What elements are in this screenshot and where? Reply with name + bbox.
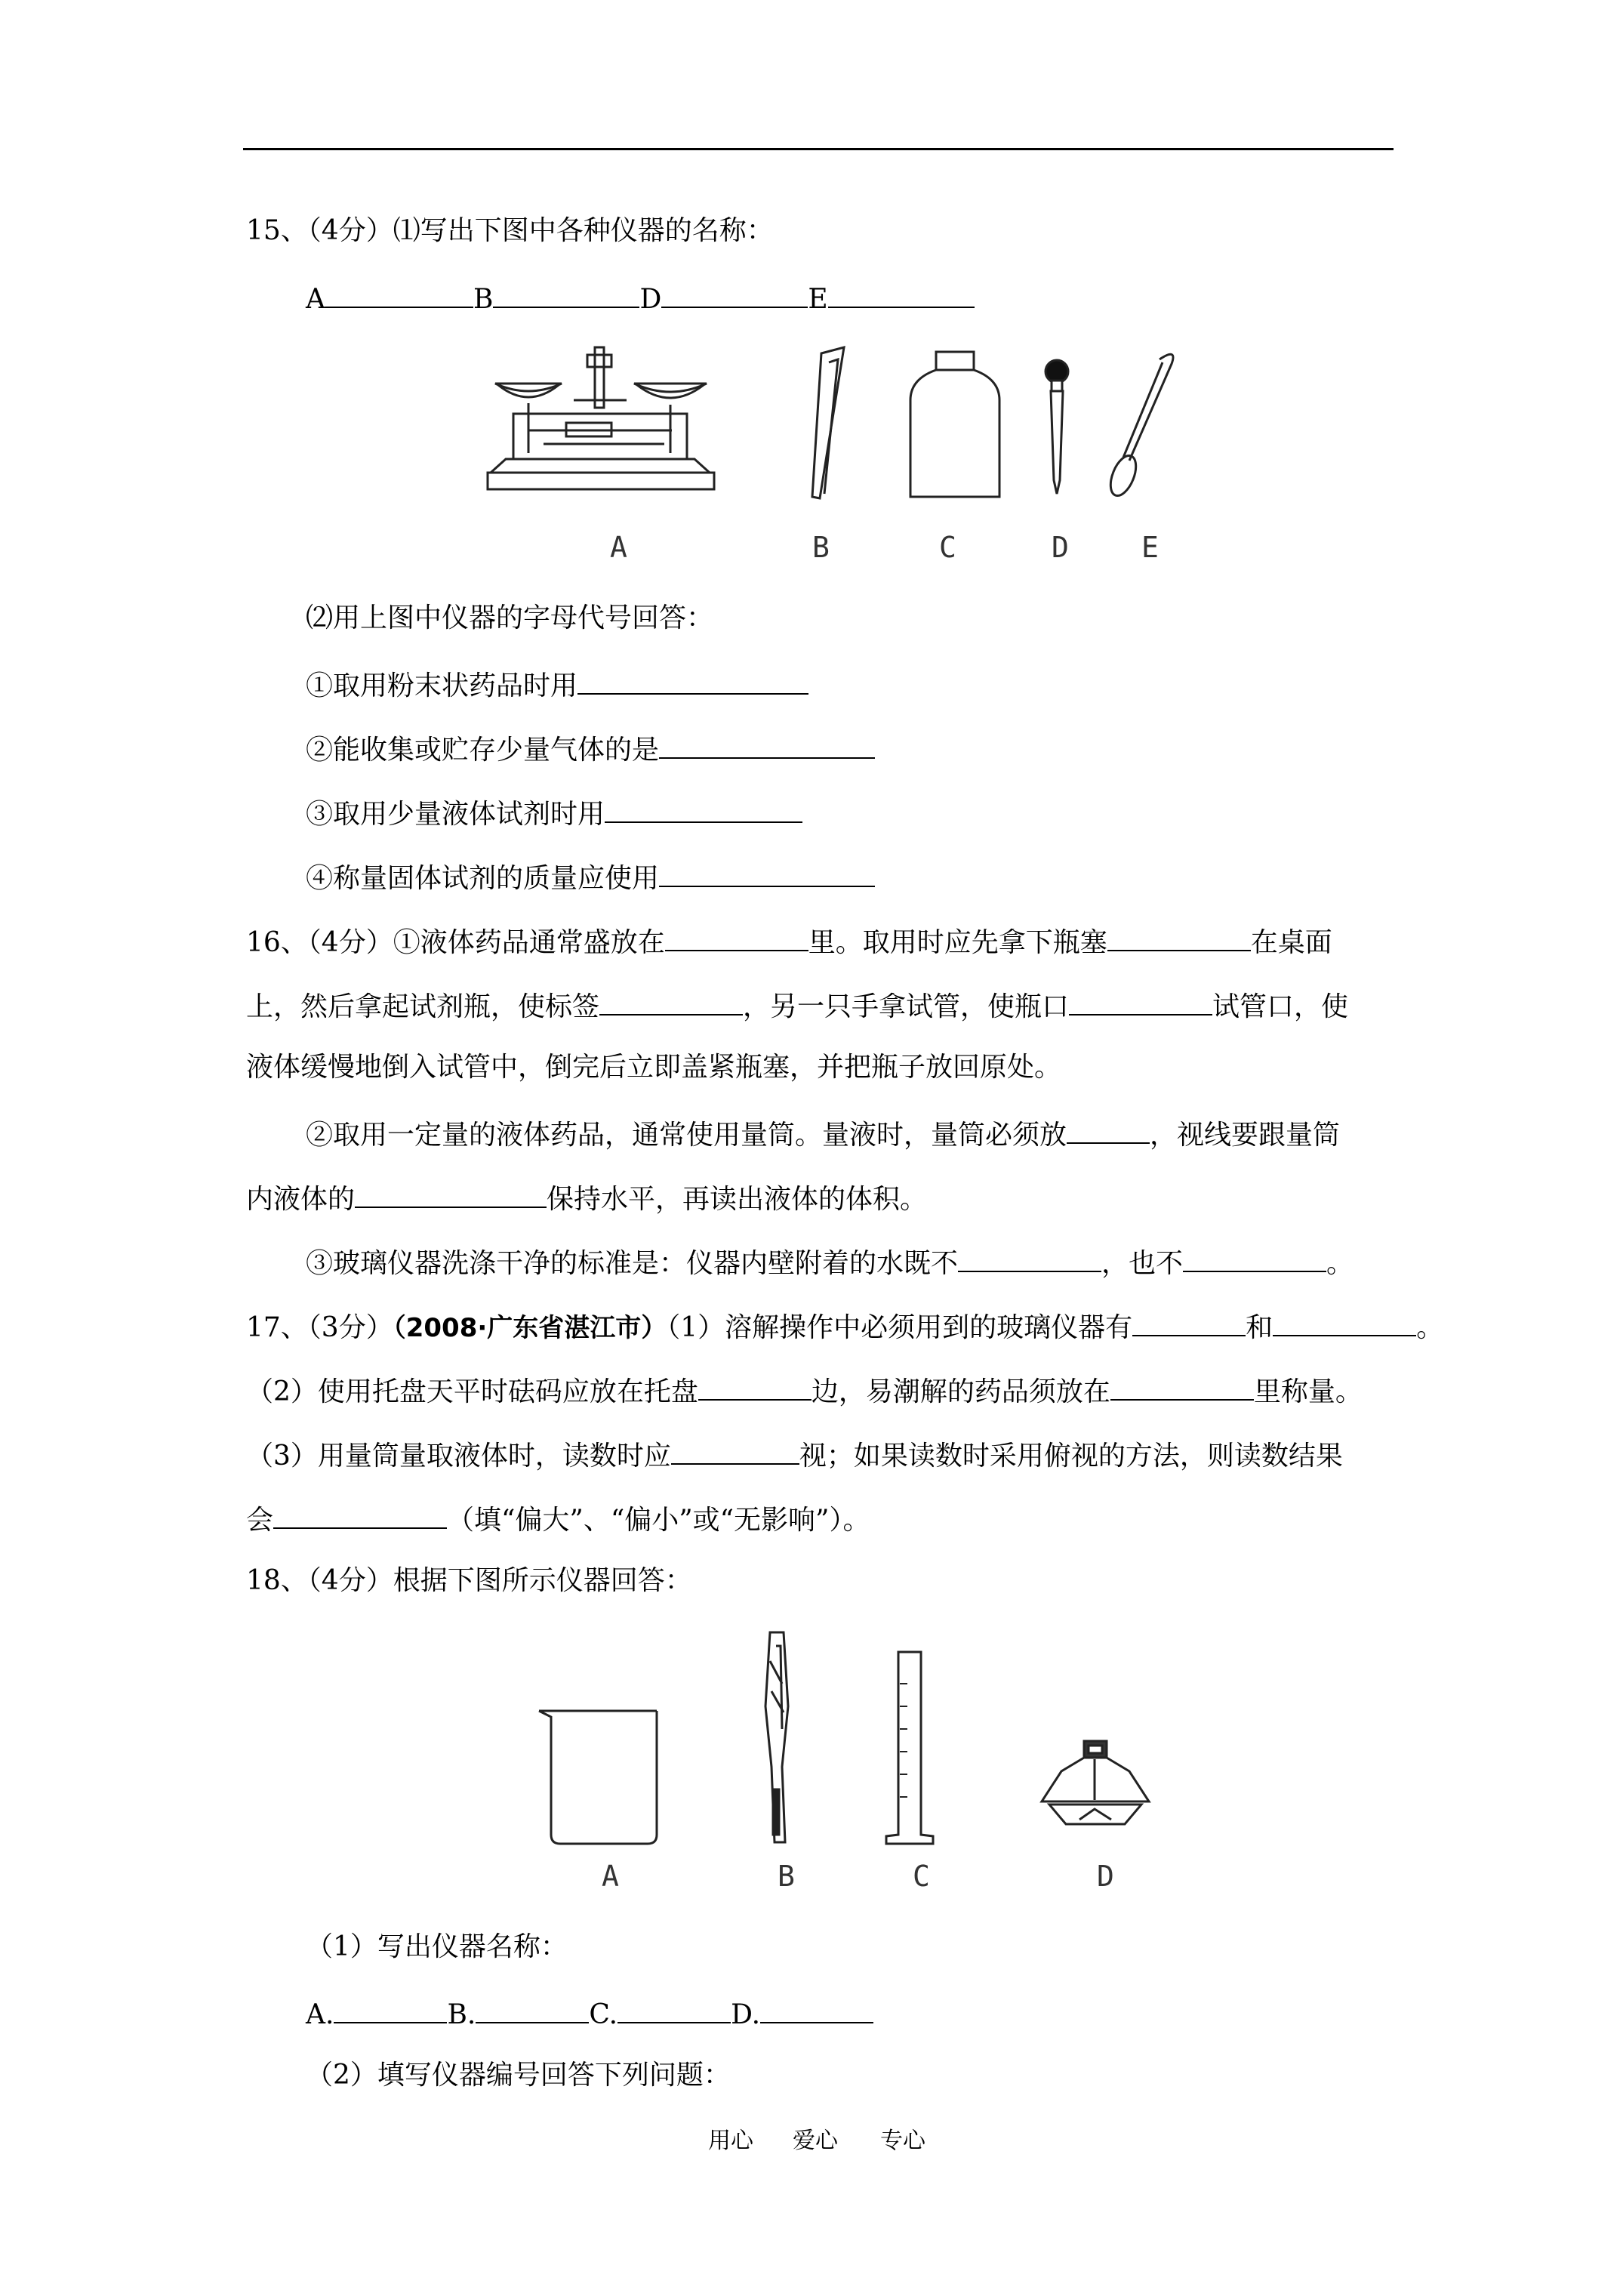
q16-text: ，另一只手拿试管，使瓶口	[743, 991, 1070, 1022]
q17-line-3	[246, 1436, 1343, 1473]
answer-blank[interactable]	[1132, 1308, 1246, 1336]
q15-name-blanks	[306, 279, 975, 316]
answer-blank-c[interactable]	[617, 1995, 731, 2023]
q17-text: 和	[1246, 1312, 1273, 1343]
figure2-label-d: D	[1097, 1860, 1114, 1893]
q17-text: 视；如果读数时采用俯视的方法，则读数结果	[799, 1441, 1343, 1472]
tweezers-figure	[812, 347, 844, 498]
reagent-bottle-figure	[910, 352, 999, 497]
answer-blank[interactable]	[958, 1244, 1101, 1272]
q15-item-4	[306, 858, 875, 895]
q16-text: 上，然后拿起试剂瓶，使标签	[246, 991, 600, 1022]
q17-line-1	[246, 1308, 1443, 1345]
blank-label-b: B	[473, 284, 494, 315]
answer-blank[interactable]	[1069, 987, 1212, 1015]
answer-blank-b[interactable]	[476, 1995, 589, 2023]
q16-line-1	[246, 923, 1332, 960]
answer-blank-a[interactable]	[325, 279, 473, 308]
header-rule	[243, 148, 1394, 150]
answer-blank-a[interactable]	[334, 1995, 447, 2023]
answer-blank[interactable]	[1183, 1244, 1326, 1272]
blank-label-a: A	[306, 284, 325, 315]
q17-source: （2008·广东省湛江市）	[393, 1313, 667, 1343]
q16-text: ，视线要跟量筒	[1150, 1120, 1341, 1151]
answer-blank[interactable]	[1107, 923, 1251, 951]
q15-item-2-text: ②能收集或贮存少量气体的是	[306, 735, 660, 766]
test-tube-clamp-figure	[765, 1632, 788, 1842]
blank-label-e: E	[808, 284, 828, 315]
q18-part1: （1）写出仪器名称：	[306, 1931, 568, 1962]
q16-line-6	[306, 1244, 1354, 1281]
answer-blank[interactable]	[698, 1372, 812, 1401]
instrument-figure-1	[483, 332, 1223, 574]
dropper-figure	[1046, 360, 1068, 494]
q17-text: 里称量。	[1253, 1376, 1363, 1407]
answer-blank-e[interactable]	[828, 279, 975, 308]
q17-text: （填“偏大”、“偏小”或“无影响”）。	[447, 1505, 870, 1536]
figure2-label-c: C	[913, 1860, 930, 1893]
q15-title: 15、（4分）⑴写出下图中各种仪器的名称：	[246, 215, 774, 246]
q16-text: 。	[1326, 1248, 1354, 1279]
footer-text-1: 用心	[708, 2128, 753, 2154]
answer-blank[interactable]	[671, 1436, 799, 1465]
q15-item-3-text: ③取用少量液体试剂时用	[306, 799, 605, 830]
q15-item-4-text: ④称量固体试剂的质量应使用	[306, 863, 660, 894]
q16-line-4	[306, 1115, 1340, 1152]
graduated-cylinder-figure	[886, 1652, 933, 1844]
blank-label-d: D	[639, 284, 662, 315]
q15-item-3	[306, 794, 802, 831]
q16-text: ②取用一定量的液体药品，通常使用量筒。量液时，量筒必须放	[306, 1120, 1067, 1151]
answer-blank[interactable]	[1110, 1372, 1254, 1401]
q16-text: ，也不	[1101, 1248, 1184, 1279]
answer-blank[interactable]	[665, 923, 808, 951]
q16-line-5	[246, 1179, 927, 1216]
q17-text: 。	[1416, 1312, 1444, 1343]
q17-text: （2）使用托盘天平时砝码应放在托盘	[246, 1376, 698, 1407]
alcohol-lamp-figure	[1042, 1741, 1149, 1824]
answer-blank-b[interactable]	[493, 279, 639, 308]
figure1-label-a: A	[610, 531, 627, 564]
answer-blank[interactable]	[577, 666, 808, 695]
q16-text: 保持水平，再读出液体的体积。	[547, 1184, 928, 1215]
name-label-a: A.	[306, 1999, 334, 2030]
answer-blank-d[interactable]	[661, 279, 808, 308]
q17-text: 会	[246, 1505, 274, 1536]
beaker-figure	[539, 1711, 657, 1844]
answer-blank[interactable]	[355, 1179, 547, 1208]
answer-blank[interactable]	[599, 987, 743, 1015]
footer-text-3: 专心	[880, 2128, 925, 2154]
q16-text: 在桌面	[1250, 927, 1332, 958]
q15-item-1-text: ①取用粉末状药品时用	[306, 670, 578, 701]
q18-part2: （2）填写仪器编号回答下列问题：	[306, 2060, 731, 2091]
figure1-label-d: D	[1052, 531, 1069, 564]
answer-blank[interactable]	[1273, 1308, 1416, 1336]
q15-item-1	[306, 666, 808, 703]
q16-text: 16、（4分）①液体药品通常盛放在	[246, 927, 665, 958]
figure1-label-e: E	[1141, 531, 1159, 564]
q17-text: 边，易潮解的药品须放在	[811, 1376, 1110, 1407]
answer-blank[interactable]	[659, 858, 875, 887]
figure2-label-a: A	[602, 1860, 619, 1893]
q17-text: （1）溶解操作中必须用到的玻璃仪器有	[667, 1312, 1133, 1343]
q17-text: （3）用量筒量取液体时，读数时应	[246, 1441, 671, 1472]
q17-text: 17、（3分）	[246, 1312, 393, 1343]
q17-line-4	[246, 1500, 870, 1537]
q16-line-3: 液体缓慢地倒入试管中，倒完后立即盖紧瓶塞，并把瓶子放回原处。	[246, 1052, 1062, 1083]
figure2-label-b: B	[778, 1860, 795, 1893]
balance-figure	[488, 347, 714, 489]
name-label-c: C.	[589, 1999, 618, 2030]
spatula-figure	[1106, 354, 1173, 499]
q16-text: 里。取用时应先拿下瓶塞	[808, 927, 1107, 958]
q18-name-blanks	[306, 1995, 873, 2032]
name-label-d: D.	[731, 1999, 761, 2030]
answer-blank[interactable]	[273, 1500, 447, 1529]
q15-item-2	[306, 730, 875, 767]
answer-blank-d[interactable]	[760, 1995, 873, 2023]
figure1-label-b: B	[812, 531, 830, 564]
instrument-figure-2	[521, 1616, 1170, 1872]
name-label-b: B.	[447, 1999, 476, 2030]
q16-text: ③玻璃仪器洗涤干净的标准是：仪器内壁附着的水既不	[306, 1248, 959, 1279]
footer-text-2: 爱心	[793, 2128, 838, 2154]
q15-part2-title: ⑵用上图中仪器的字母代号回答：	[306, 603, 714, 633]
q16-text: 内液体的	[246, 1184, 356, 1215]
q17-line-2	[246, 1372, 1363, 1409]
q16-line-2	[246, 987, 1348, 1024]
figure1-label-c: C	[939, 531, 956, 564]
q16-text: 试管口，使	[1212, 991, 1349, 1022]
answer-blank[interactable]	[659, 730, 875, 759]
answer-blank[interactable]	[605, 794, 802, 823]
q18-title: 18、（4分）根据下图所示仪器回答：	[246, 1565, 692, 1596]
answer-blank[interactable]	[1067, 1115, 1150, 1144]
